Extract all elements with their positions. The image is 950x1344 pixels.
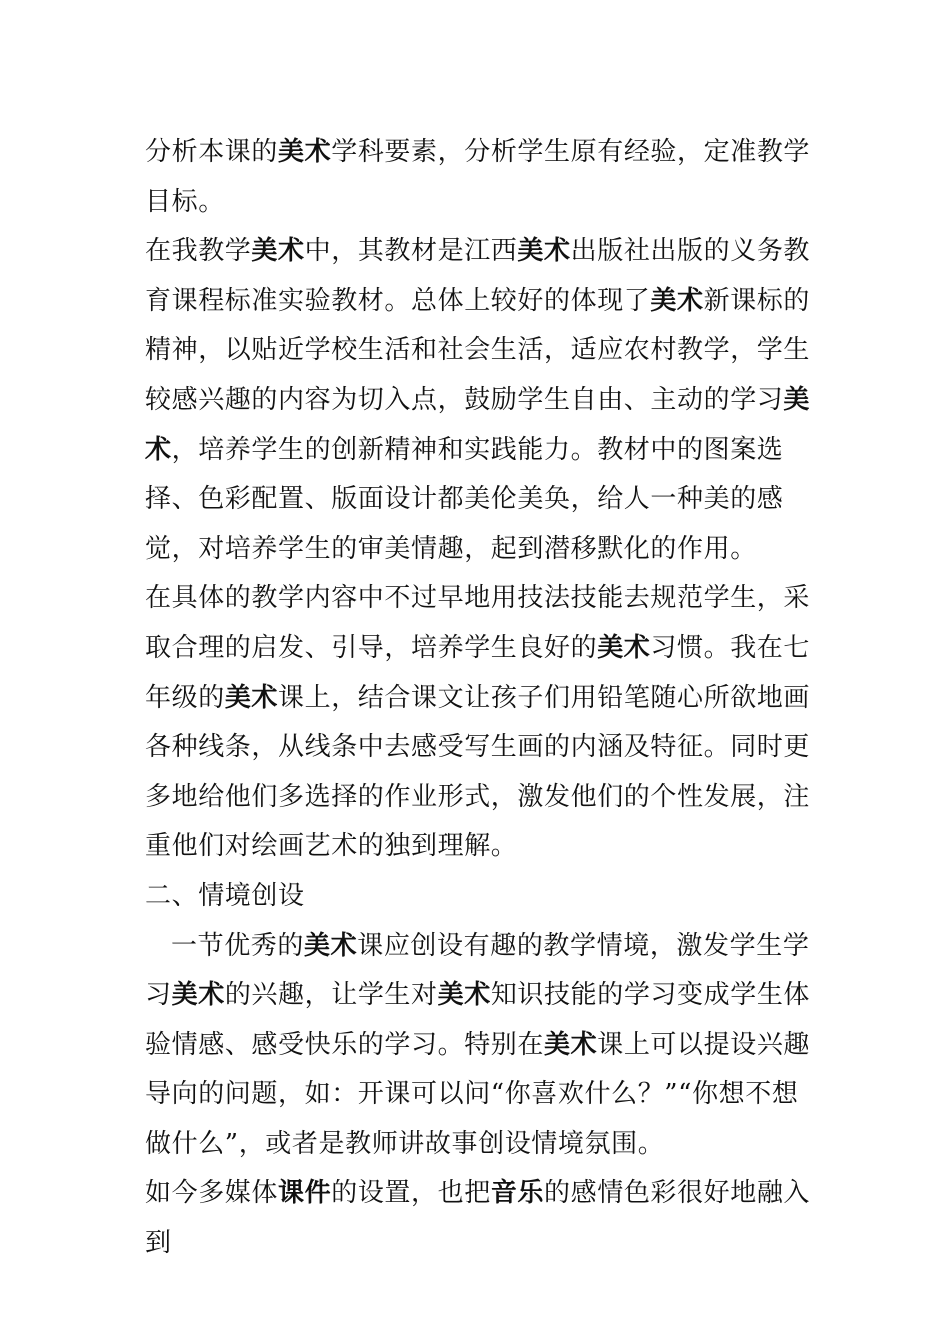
bold-keyword: 美术 [251, 236, 305, 267]
text-segment: 的兴趣，让学生对 [224, 980, 438, 1011]
text-segment: 出版社出版的义务教育课程标准实验教材。总体上较好的体现了 [145, 236, 811, 316]
text-segment: 的感情色彩很好地融入到 [145, 1178, 811, 1259]
bold-keyword: 课件 [278, 1178, 332, 1209]
bold-keyword: 美术 [224, 682, 279, 713]
bold-keyword: 美术 [597, 632, 651, 663]
text-segment: 课上，结合课文让孩子们用铅笔随心所欲地画各种线条，从线条中去感受写生画的内涵及特征。同时更多地给他们多选择的作业形式，激发他们的个性发展，注重他们对绘画艺术的独到理解。 [145, 682, 811, 862]
text-segment: 在我教学 [145, 236, 252, 267]
section-heading [145, 872, 825, 922]
text-segment: 的设置，也把 [331, 1178, 491, 1209]
text-segment: 一节优秀的 [171, 930, 305, 961]
bold-keyword: 美术 [517, 236, 571, 267]
paragraph [145, 128, 825, 227]
document-body [145, 128, 825, 1269]
bold-keyword: 音乐 [490, 1178, 545, 1209]
paragraph [145, 922, 825, 1170]
bold-keyword: 美术 [145, 384, 811, 465]
paragraph [145, 227, 825, 574]
text-segment: 分析本课的 [145, 137, 279, 167]
text-segment: 在具体的教学内容中不过早地用技法技能去规范学生，采取合理的启发、引导，培养学生良好的 [145, 583, 811, 663]
text-segment: 中，其教材是江西 [304, 236, 518, 267]
text-segment: 习惯。我在七年级的 [145, 632, 811, 713]
bold-keyword: 美术 [650, 285, 704, 316]
text-segment: 课上可以提设兴趣导向的问题，如：开课可以问“你喜欢什么？”“你想不想做什么”，或者是教师讲故事创设情境氛围。 [145, 1029, 811, 1159]
text-segment: 课应创设有趣的教学情境，激发学生学习 [145, 930, 810, 1011]
text-segment: 二、情境创设 [145, 880, 305, 911]
text-segment: 如今多媒体 [145, 1178, 279, 1209]
text-segment: 知识技能的学习变成学生体验情感、感受快乐的学习。特别在 [145, 980, 811, 1060]
bold-keyword: 美术 [544, 1029, 598, 1060]
bold-keyword: 美术 [171, 980, 225, 1011]
text-segment: ，培养学生的创新精神和实践能力。教材中的图案选择、色彩配置、版面设计都美伦美奂，给人一种美的感觉，对培养学生的审美情趣，起到潜移默化的作用。 [145, 434, 784, 564]
paragraph [145, 574, 825, 872]
bold-keyword: 美术 [278, 137, 332, 167]
bold-keyword: 美术 [437, 980, 491, 1011]
text-segment: 新课标的精神，以贴近学校生活和社会生活，适应农村教学，学生较感兴趣的内容为切入点，鼓励学生自由、主动的学习 [145, 285, 811, 415]
bold-keyword: 美术 [304, 930, 358, 961]
paragraph [145, 1169, 825, 1268]
text-segment: 学科要素，分析学生原有经验，定准教学目标。 [145, 137, 811, 217]
